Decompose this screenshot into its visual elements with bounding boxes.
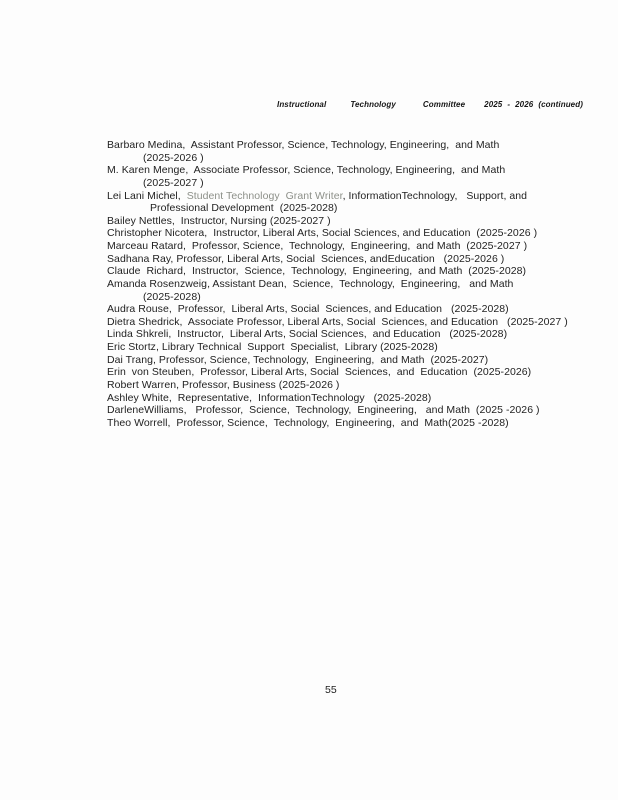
member-line <box>107 303 568 316</box>
member-line-text: DarleneWilliams, Professor, Science, Technology, Engineering, and Math (2025 -2026 ) <box>107 404 540 417</box>
header-word: - <box>507 100 511 109</box>
member-entry <box>107 392 568 405</box>
member-entry <box>107 253 568 266</box>
member-entry <box>107 404 568 417</box>
member-line <box>107 417 568 430</box>
member-entry <box>107 164 568 189</box>
member-line-text: Linda Shkreli, Instructor, Liberal Arts, Social Sciences, and Education (2025-2028) <box>107 328 508 341</box>
member-line-text: Barbaro Medina, Assistant Professor, Science, Technology, Engineering, and Math <box>107 139 500 151</box>
member-line <box>107 202 568 215</box>
member-entry <box>107 379 568 392</box>
header-word: Instructional <box>277 100 327 109</box>
member-line-text: Lei Lani Michel, <box>107 189 187 202</box>
member-line-text: Christopher Nicotera, Instructor, Liberal Arts, Social Sciences, and Education (2025-2026 ) <box>107 227 538 240</box>
member-line <box>107 190 568 203</box>
member-line <box>107 139 568 152</box>
member-line-text: Sadhana Ray, Professor, Liberal Arts, Social Sciences, andEducation (2025-2026 ) <box>107 252 505 265</box>
member-entry <box>107 341 568 354</box>
member-line <box>107 366 568 379</box>
member-entry <box>107 303 568 316</box>
member-line-text: Theo Worrell, Professor, Science, Technology, Engineering, and Math(2025 -2028) <box>107 416 509 429</box>
header-word: Technology <box>350 100 396 109</box>
member-line <box>107 240 568 253</box>
member-line-text: Marceau Ratard, Professor, Science, Technology, Engineering, and Math (2025-2027 ) <box>107 240 528 252</box>
member-line <box>107 316 568 329</box>
member-line <box>107 265 568 278</box>
member-line <box>107 152 568 165</box>
member-line-text: (2025-2026 ) <box>143 151 204 164</box>
member-line <box>107 253 568 266</box>
member-line-text: Dietra Shedrick, Associate Professor, Liberal Arts, Social Sciences, and Education (2025-2027 ) <box>107 315 568 328</box>
member-line <box>107 341 568 354</box>
member-entry <box>107 139 568 164</box>
member-line-text: Claude Richard, Instructor, Science, Technology, Engineering, and Math (2025-2028) <box>107 265 527 278</box>
member-line-text: M. Karen Menge, Associate Professor, Science, Technology, Engineering, and Math <box>107 164 506 177</box>
member-line <box>107 215 568 228</box>
member-line-text: , InformationTechnology, Support, and <box>342 189 528 202</box>
member-line <box>107 354 568 367</box>
member-line-text: (2025-2028) <box>143 290 201 303</box>
member-line <box>107 227 568 240</box>
header-word: 2025 <box>484 100 503 109</box>
member-entry <box>107 215 568 228</box>
member-role-muted-text: Student Technology Grant Writer <box>186 189 343 202</box>
member-line <box>107 392 568 405</box>
member-line-text: Bailey Nettles, Instructor, Nursing (2025-2027 ) <box>107 214 331 227</box>
page-header <box>277 100 583 109</box>
member-entry <box>107 278 568 303</box>
member-entry <box>107 354 568 367</box>
member-entry <box>107 190 568 215</box>
member-line-text: Professional Development (2025-2028) <box>150 202 338 215</box>
member-line-text: Audra Rouse, Professor, Liberal Arts, Social Sciences, and Education (2025-2028) <box>107 303 509 316</box>
member-line <box>107 164 568 177</box>
member-line-text: Ashley White, Representative, InformationTechnology (2025-2028) <box>107 391 432 404</box>
member-entry <box>107 240 568 253</box>
member-entry <box>107 417 568 430</box>
member-line <box>107 278 568 291</box>
member-entry <box>107 316 568 329</box>
member-entry <box>107 227 568 240</box>
member-entry <box>107 366 568 379</box>
member-line <box>107 404 568 417</box>
member-line-text: Dai Trang, Professor, Science, Technology, Engineering, and Math (2025-2027) <box>107 353 489 366</box>
member-line <box>107 177 568 190</box>
header-word: (continued) <box>538 100 583 109</box>
member-list <box>107 139 568 429</box>
member-line-text: Eric Stortz, Library Technical Support Specialist, Library (2025-2028) <box>107 341 438 353</box>
member-line-text: Robert Warren, Professor, Business (2025-2026 ) <box>107 378 340 391</box>
member-line-text: Erin von Steuben, Professor, Liberal Arts, Social Sciences, and Education (2025-2026) <box>107 366 532 379</box>
member-line-text: Amanda Rosenzweig, Assistant Dean, Science, Technology, Engineering, and Math <box>107 277 514 290</box>
header-word: Committee <box>422 100 466 109</box>
member-line <box>107 291 568 304</box>
member-entry <box>107 328 568 341</box>
member-line <box>107 379 568 392</box>
member-entry <box>107 265 568 278</box>
member-line <box>107 328 568 341</box>
header-word: 2026 <box>515 100 534 109</box>
member-line-text: (2025-2027 ) <box>143 176 204 189</box>
page-number: 55 <box>325 684 337 696</box>
